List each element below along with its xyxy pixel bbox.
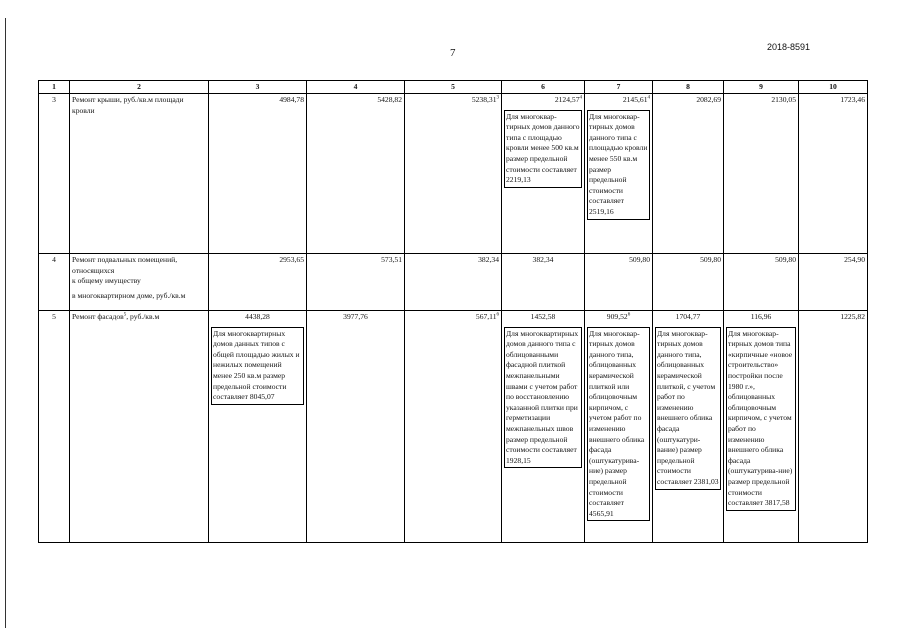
header-cell: 6 (502, 81, 585, 94)
cell-value: 509,80 (724, 254, 799, 311)
cell-value: 509,80 (653, 254, 724, 311)
cell-with-note (502, 311, 585, 543)
cell-value (587, 95, 650, 106)
footnote-mark: 5 (123, 312, 127, 318)
header-cell: 1 (39, 81, 70, 94)
cell-value: 382,34 (502, 254, 585, 311)
cell-value: 2082,69 (653, 94, 724, 254)
page-edge-line (5, 18, 6, 628)
cell-with-note (724, 311, 799, 543)
cell-with-note (209, 311, 307, 543)
cell-value: 1225,82 (799, 311, 868, 543)
header-cell: 10 (799, 81, 868, 94)
cell-value (405, 94, 502, 254)
header-cell: 5 (405, 81, 502, 94)
row-number: 5 (39, 311, 70, 543)
cell-value: 116,96 (750, 312, 772, 321)
header-cell: 3 (209, 81, 307, 94)
value-text: 5238,31 (471, 95, 497, 104)
header-cell: 2 (70, 81, 209, 94)
cell-value: 5428,82 (307, 94, 405, 254)
cell-note: Для многоквар-тирных домов типа «кирпичные «новое строительство» постройки после 1980 г.», облицованных облицовочным кирпичом, с учетом работ по изменению внешнего облика фасада (оштукатурива-ние) размер предельной стоимости составляет 3817,58 (726, 327, 796, 511)
cell-value (405, 311, 502, 543)
header-cell: 8 (653, 81, 724, 94)
cost-table (38, 80, 868, 543)
cell-value: 1723,46 (799, 94, 868, 254)
cell-value: 1704,77 (675, 312, 701, 321)
cell-value: 509,80 (585, 254, 653, 311)
cell-value: 254,90 (799, 254, 868, 311)
row-name: Ремонт крыши, руб./кв.м площади кровли (70, 94, 209, 254)
row-name-line: к общему имуществу (72, 276, 141, 286)
cell-note: Для многоквартирных домов данных типов с общей площадью жилых и нежилых помещений менее 250 кв.м размер предельной стоимости составляет 8045,07 (211, 327, 304, 405)
cell-note: Для многоквартирных домов данного типа с облицованными фасадной плиткой межпанельными швами с учетом работ по восстановлению указанной плитки при герметизации межпанельных швов размер предельной стоимости составляет 1928,15 (504, 327, 582, 469)
header-cell: 4 (307, 81, 405, 94)
cell-with-note (653, 311, 724, 543)
row-name: Ремонт фасадов (72, 312, 124, 321)
header-cell: 9 (724, 81, 799, 94)
row-name-cell (70, 254, 209, 311)
value-text: 909,52 (606, 312, 628, 321)
cell-with-note (502, 94, 585, 254)
row-number: 3 (39, 94, 70, 254)
cell-value: 1452,58 (530, 312, 556, 321)
header-row (39, 81, 868, 94)
footnote-mark: 6 (627, 312, 631, 318)
cell-value: 2953,65 (209, 254, 307, 311)
document-id: 2018-8591 (767, 42, 811, 52)
table-row-facade (39, 311, 868, 543)
row-name-line: в многоквартирном доме, руб./кв.м (72, 290, 186, 300)
row-number: 4 (39, 254, 70, 311)
header-cell: 7 (585, 81, 653, 94)
row-name: Ремонт подвальных помещений, относящихся (72, 255, 178, 275)
value-text: 2145,61 (622, 95, 648, 104)
footnote-mark: 4 (647, 95, 650, 101)
cell-value (587, 312, 650, 323)
table-row-roof (39, 94, 868, 254)
cell-note: Для многоквар-тирных домов данного типа с площадью кровли менее 550 кв.м размер предельной стоимости составляет 2519,16 (587, 110, 650, 220)
cell-note: Для многоквар-тирных домов данного типа, облицованных керамической плиткой, с учетом работ по изменению внешнего облика фасада (оштукатури-вание) размер предельной стоимости составляет 2381,03 (655, 327, 721, 490)
cell-value: 382,34 (405, 254, 502, 311)
cell-note: Для многоквар-тирных домов данного типа, облицованных керамической плиткой или облицовочным кирпичом, с учетом работ по изменению внешнего облика фасада (оштукатурива-ние) размер предельной стоимости составляет 4565,91 (587, 327, 650, 522)
footnote-mark: 3 (496, 95, 499, 101)
row-name-cell (70, 311, 209, 543)
cell-note: Для многоквар-тирных домов данного типа с площадью кровли менее 500 кв.м размер предельной стоимости составляет 2219,13 (504, 110, 582, 188)
cell-with-note (585, 311, 653, 543)
page-number: 7 (450, 47, 456, 59)
value-text: 567,11 (475, 312, 497, 321)
value-text: 2124,57 (554, 95, 580, 104)
cell-with-note (585, 94, 653, 254)
table-row-basement (39, 254, 868, 311)
cell-value: 4984,78 (209, 94, 307, 254)
cell-value: 3977,76 (307, 311, 405, 543)
footnote-mark: 4 (579, 95, 582, 101)
cell-value: 2130,05 (724, 94, 799, 254)
cell-value: 573,51 (307, 254, 405, 311)
footnote-mark: 6 (496, 312, 499, 318)
cell-value (504, 95, 582, 106)
cell-value: 4438,28 (245, 312, 270, 321)
row-name-suffix: , руб./кв.м (126, 312, 160, 321)
